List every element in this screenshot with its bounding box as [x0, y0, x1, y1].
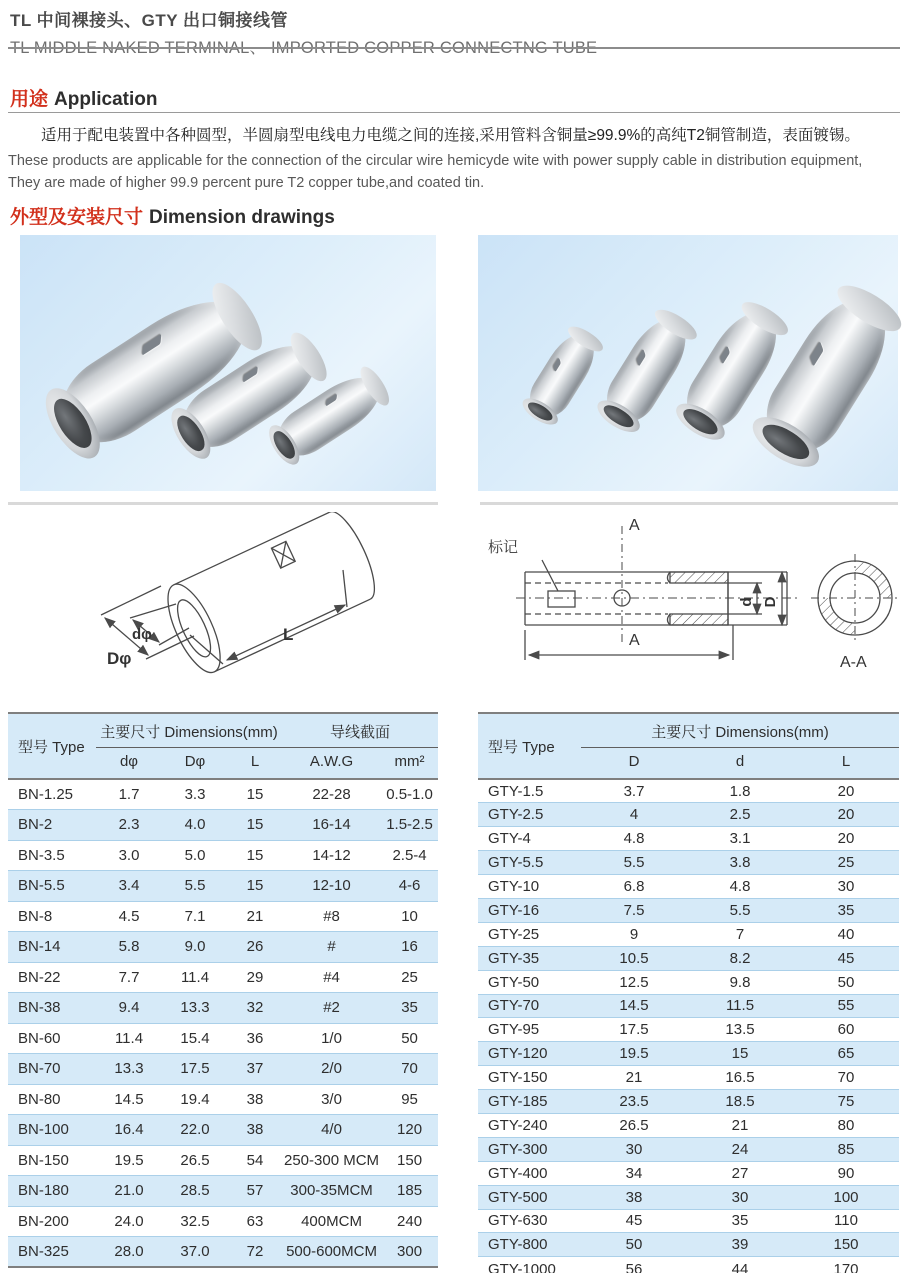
- table-cell: 15: [246, 846, 264, 864]
- table-row: [478, 1209, 899, 1233]
- table-row: [8, 901, 438, 932]
- table-cell: 3.3: [184, 786, 206, 803]
- gty-dimension-table: [478, 712, 899, 1273]
- table-cell: 28.5: [180, 1182, 210, 1200]
- table-row: [478, 803, 899, 827]
- table-cell: 75: [837, 1093, 855, 1111]
- table-cell: 38: [246, 1090, 264, 1108]
- table-cell: 1.7: [118, 786, 140, 803]
- table-cell: 44: [731, 1260, 749, 1273]
- table-cell: 85: [837, 1140, 855, 1158]
- product-photo-bn: [20, 235, 436, 491]
- photo-divider-right: [480, 502, 898, 505]
- table-cell-type: GTY-630: [488, 1212, 548, 1230]
- table-row: [8, 840, 438, 871]
- label-AA: A-A: [840, 654, 867, 671]
- table-cell: 55: [837, 997, 855, 1015]
- gty-group-dimensions: 主要尺寸 Dimensions(mm): [581, 713, 899, 748]
- table-row: [8, 1237, 438, 1268]
- table-cell: 32.5: [180, 1212, 210, 1230]
- gty-col-L: L: [793, 748, 899, 780]
- table-cell: 29: [246, 968, 264, 986]
- table-cell: 15: [246, 816, 264, 834]
- table-cell: 20: [837, 806, 855, 824]
- table-cell: 38: [625, 1188, 643, 1206]
- bn-col-mm2: mm²: [381, 748, 438, 780]
- table-cell: 11.4: [180, 968, 210, 986]
- label-d: d: [738, 597, 755, 607]
- table-cell-type: GTY-300: [488, 1140, 548, 1158]
- table-cell: 1.5-2.5: [386, 816, 433, 834]
- table-cell-type: GTY-800: [488, 1236, 548, 1254]
- table-row: [8, 871, 438, 902]
- table-cell: 13.3: [114, 1060, 144, 1078]
- application-body-en: These products are applicable for the connection of the circular wire hemicyde wite with power supply cable in distribution equipment, They are made of higher 99.9 percent pure T2 copper tube,and coated tin.: [8, 153, 863, 192]
- table-cell: 37: [246, 1060, 264, 1078]
- table-row: [478, 779, 899, 803]
- table-cell-type: BN-14: [18, 938, 61, 956]
- table-cell: 54: [246, 1151, 264, 1169]
- table-cell: 27: [731, 1164, 749, 1182]
- table-cell-type: GTY-10: [488, 878, 540, 895]
- table-row: [8, 1084, 438, 1115]
- table-cell: 5.8: [118, 938, 140, 956]
- table-row: [478, 994, 899, 1018]
- table-row: [478, 946, 899, 970]
- table-cell: 80: [837, 1116, 855, 1134]
- page-title: TL 中间裸接头、GTY 出口铜接线管: [10, 11, 289, 30]
- table-cell-type: GTY-35: [488, 949, 540, 967]
- table-cell: 16.4: [114, 1121, 144, 1139]
- table-cell: 18.5: [725, 1093, 755, 1111]
- table-row: [478, 1257, 899, 1273]
- table-cell-type: GTY-1.5: [488, 782, 544, 800]
- table-row: [478, 851, 899, 875]
- table-row: [8, 962, 438, 993]
- table-cell: 4.8: [729, 878, 751, 895]
- table-cell: 185: [397, 1182, 423, 1200]
- table-cell-type: BN-2: [18, 816, 53, 834]
- table-cell: 2.5-4: [392, 846, 427, 864]
- table-cell: 40: [837, 925, 855, 943]
- tube-photo-4: [751, 283, 905, 467]
- table-cell: 4.0: [184, 816, 206, 834]
- table-cell: 300: [397, 1243, 423, 1260]
- table-cell: 3.4: [118, 877, 140, 895]
- table-row: [8, 1115, 438, 1146]
- table-cell: 2.3: [118, 816, 140, 834]
- bn-dimension-table: [8, 712, 438, 1268]
- table-cell-type: BN-325: [18, 1243, 69, 1260]
- table-cell: 17.5: [180, 1060, 210, 1078]
- table-row: [8, 1176, 438, 1207]
- table-row: [478, 1233, 899, 1257]
- table-cell: 26.5: [180, 1151, 210, 1169]
- table-row: [8, 810, 438, 841]
- table-cell: 9.8: [729, 973, 751, 991]
- table-cell: 30: [837, 878, 855, 895]
- table-cell: 7.1: [184, 907, 206, 925]
- table-row: [478, 827, 899, 851]
- table-cell: 16: [401, 938, 418, 956]
- table-cell: 13.3: [180, 999, 210, 1017]
- bn-group-wire-section: 导线截面: [282, 713, 438, 748]
- gty-col-D: D: [581, 748, 687, 780]
- table-cell: 3.0: [118, 846, 140, 864]
- table-cell: 3.7: [623, 782, 645, 800]
- label-A-bottom: A: [629, 632, 640, 649]
- table-cell: 0.5-1.0: [386, 786, 433, 803]
- bn-col-L: L: [228, 748, 282, 780]
- table-cell: 3.1: [729, 830, 751, 848]
- table-cell: 7.5: [623, 901, 645, 919]
- dimension-heading: [10, 202, 335, 229]
- table-cell: 70: [401, 1060, 418, 1078]
- table-cell: 4.8: [623, 830, 645, 848]
- table-cell: 65: [837, 1045, 855, 1063]
- table-cell: 72: [246, 1243, 264, 1260]
- bn-col-d-phi: dφ: [96, 748, 162, 780]
- table-cell-type: GTY-1000: [488, 1260, 556, 1273]
- bn-col-type: 型号 Type: [8, 713, 96, 779]
- table-cell-type: GTY-50: [488, 973, 540, 991]
- table-cell: 50: [401, 1029, 418, 1047]
- table-cell: 150: [397, 1151, 423, 1169]
- table-cell: 9.4: [118, 999, 140, 1017]
- table-cell: 16.5: [725, 1069, 755, 1087]
- table-cell: 30: [731, 1188, 749, 1206]
- dimension-heading-en: Dimension drawings: [149, 207, 335, 228]
- table-cell-type: BN-8: [18, 907, 53, 925]
- header-divider: [8, 47, 900, 49]
- table-cell: 500-600MCM: [286, 1243, 377, 1260]
- table-cell: 32: [246, 999, 264, 1017]
- page-header: [10, 6, 900, 58]
- table-cell: #8: [323, 907, 340, 925]
- label-mark: 标记: [488, 539, 519, 556]
- table-row: [478, 898, 899, 922]
- label-A-top: A: [629, 517, 640, 534]
- table-row: [478, 1090, 899, 1114]
- table-cell: 35: [731, 1212, 749, 1230]
- table-cell: 28.0: [114, 1243, 144, 1260]
- table-cell: 7: [735, 925, 745, 943]
- table-cell: 21: [246, 907, 264, 925]
- table-cell-type: BN-150: [18, 1151, 69, 1169]
- label-D-phi: Dφ: [107, 649, 132, 668]
- table-cell: 150: [833, 1236, 859, 1254]
- table-cell: 45: [625, 1212, 643, 1230]
- table-cell-type: BN-22: [18, 968, 61, 986]
- table-cell: 35: [401, 999, 418, 1017]
- table-cell: 250-300 MCM: [284, 1151, 380, 1169]
- table-cell: 21.0: [114, 1182, 144, 1200]
- table-cell: 16-14: [312, 816, 351, 834]
- photo-divider-left: [8, 502, 438, 505]
- table-cell: 26.5: [619, 1116, 649, 1134]
- table-cell: #4: [323, 968, 340, 986]
- table-cell-type: GTY-70: [488, 997, 540, 1015]
- table-row: [478, 1185, 899, 1209]
- table-cell: 70: [837, 1069, 855, 1087]
- table-cell-type: BN-3.5: [18, 846, 65, 864]
- table-cell: 90: [837, 1164, 855, 1182]
- table-cell: 57: [246, 1182, 264, 1200]
- table-cell-type: BN-38: [18, 999, 61, 1017]
- bn-table-body: [8, 779, 438, 1267]
- table-cell-type: BN-70: [18, 1060, 61, 1078]
- table-cell: 4/0: [321, 1121, 342, 1139]
- bn-col-awg: A.W.G: [282, 748, 381, 780]
- table-row: [478, 1161, 899, 1185]
- table-cell: 12.5: [619, 973, 649, 991]
- table-cell-type: BN-80: [18, 1090, 61, 1108]
- table-cell: 95: [401, 1090, 418, 1108]
- table-cell: 20: [837, 782, 855, 800]
- table-cell-type: GTY-150: [488, 1069, 548, 1087]
- table-cell: 39: [731, 1236, 749, 1254]
- table-cell: 4: [629, 806, 639, 824]
- table-cell: 56: [625, 1260, 643, 1273]
- table-cell: 9.0: [184, 938, 206, 956]
- table-cell: 7.7: [118, 968, 140, 986]
- table-cell-type: GTY-16: [488, 901, 540, 919]
- table-cell: 14.5: [114, 1090, 144, 1108]
- table-cell: 25: [837, 854, 855, 872]
- application-heading-zh: 用途: [10, 89, 49, 110]
- table-cell: 23.5: [619, 1093, 649, 1111]
- table-cell: 15: [731, 1045, 749, 1063]
- table-cell: 63: [246, 1212, 264, 1230]
- table-cell: 120: [397, 1121, 423, 1139]
- table-cell: 2/0: [321, 1060, 342, 1078]
- table-row: [478, 1018, 899, 1042]
- table-cell: 5.5: [184, 877, 206, 895]
- table-cell-type: GTY-5.5: [488, 854, 544, 872]
- table-cell: 11.5: [725, 997, 755, 1015]
- table-cell-type: BN-100: [18, 1121, 69, 1139]
- application-heading-en: Application: [54, 89, 158, 110]
- table-row: [8, 932, 438, 963]
- table-cell: 21: [625, 1069, 643, 1087]
- label-L: L: [283, 625, 294, 644]
- table-cell: 10: [401, 907, 418, 925]
- table-cell: 26: [246, 938, 264, 956]
- table-cell: 5.5: [623, 854, 645, 872]
- application-body-zh: 适用于配电装置中各种圆型，半圆扇型电线电力电缆之间的连接,采用管料含铜量≥99.9%的高纯T2铜管制造，表面镀锡。: [41, 127, 860, 144]
- table-cell: 36: [246, 1029, 264, 1047]
- application-divider: [8, 112, 900, 113]
- table-cell: 19.4: [180, 1090, 210, 1108]
- table-cell: 9: [629, 925, 639, 943]
- table-cell-type: GTY-185: [488, 1093, 548, 1111]
- table-cell-type: GTY-120: [488, 1045, 548, 1063]
- table-cell-type: GTY-2.5: [488, 806, 544, 824]
- table-cell-type: GTY-240: [488, 1116, 548, 1134]
- table-cell: 22.0: [180, 1121, 210, 1139]
- section-dimension-drawing: [470, 510, 910, 702]
- table-cell: 1/0: [321, 1029, 342, 1047]
- table-row: [8, 779, 438, 810]
- table-cell: 15: [246, 877, 264, 895]
- application-heading: [10, 84, 157, 111]
- table-cell: 34: [625, 1164, 643, 1182]
- table-cell-type: BN-5.5: [18, 877, 65, 895]
- table-cell: 22-28: [312, 786, 351, 803]
- gty-table-body: [478, 779, 899, 1273]
- table-cell: 110: [834, 1212, 858, 1230]
- gty-col-d: d: [687, 748, 793, 780]
- tube-photo-1: [522, 325, 605, 424]
- table-cell: 11.4: [114, 1029, 144, 1047]
- bn-col-D-phi: Dφ: [162, 748, 228, 780]
- table-cell: 45: [837, 949, 855, 967]
- table-row: [478, 1042, 899, 1066]
- table-row: [8, 1206, 438, 1237]
- iso-dimension-drawing: [60, 512, 450, 702]
- table-cell-type: GTY-400: [488, 1164, 548, 1182]
- table-cell: 21: [731, 1116, 749, 1134]
- table-cell: 50: [625, 1236, 643, 1254]
- page-subtitle: TL MIDDLE NAKED TERMINAL、 IMPORTED COPPER CONNECTNG TUBE: [10, 39, 598, 57]
- table-row: [8, 1145, 438, 1176]
- product-photo-gty: [478, 235, 898, 491]
- table-cell: 24.0: [114, 1212, 144, 1230]
- table-cell: 24: [731, 1140, 749, 1158]
- table-row: [478, 922, 899, 946]
- table-cell: 14.5: [619, 997, 649, 1015]
- table-cell: 19.5: [619, 1045, 649, 1063]
- bn-table-header: [8, 713, 438, 779]
- table-cell: 30: [625, 1140, 643, 1158]
- table-row: [8, 1023, 438, 1054]
- table-cell: 17.5: [619, 1021, 649, 1039]
- table-row: [478, 1113, 899, 1137]
- table-row: [8, 1054, 438, 1085]
- table-cell: 4.5: [118, 907, 140, 925]
- table-cell: 5.0: [184, 846, 206, 864]
- gty-col-type: 型号 Type: [478, 713, 581, 779]
- table-cell-type: GTY-500: [488, 1188, 548, 1206]
- table-cell: 100: [833, 1188, 859, 1206]
- table-row: [8, 993, 438, 1024]
- table-cell-type: GTY-95: [488, 1021, 540, 1039]
- table-cell: 6.8: [623, 878, 645, 895]
- table-cell: 8.2: [729, 949, 751, 967]
- table-cell-type: BN-180: [18, 1182, 69, 1200]
- gty-table-header: [478, 713, 899, 779]
- label-D: D: [762, 596, 779, 608]
- table-row: [478, 1137, 899, 1161]
- table-cell: 10.5: [619, 949, 649, 967]
- label-d-phi: dφ: [132, 626, 152, 643]
- table-cell: 170: [833, 1260, 859, 1273]
- table-row: [478, 1066, 899, 1090]
- table-cell: 5.5: [729, 901, 751, 919]
- table-cell: 20: [837, 830, 855, 848]
- table-cell: #: [327, 938, 336, 956]
- table-cell: 12-10: [312, 877, 351, 895]
- table-cell: 2.5: [729, 806, 751, 824]
- table-cell: 3.8: [729, 854, 751, 872]
- table-cell: 240: [397, 1212, 423, 1230]
- dimension-heading-zh: 外型及安装尺寸: [10, 207, 144, 228]
- table-row: [478, 970, 899, 994]
- bn-group-dimensions: 主要尺寸 Dimensions(mm): [96, 713, 282, 748]
- table-row: [478, 875, 899, 899]
- table-cell-type: BN-200: [18, 1212, 69, 1230]
- table-cell: 60: [837, 1021, 855, 1039]
- table-cell: 3/0: [321, 1090, 342, 1108]
- table-cell: 25: [401, 968, 418, 986]
- table-cell: #2: [323, 999, 340, 1017]
- table-cell: 400MCM: [301, 1212, 362, 1230]
- table-cell: 4-6: [398, 877, 421, 895]
- table-cell-type: BN-60: [18, 1029, 61, 1047]
- table-cell: 50: [837, 973, 855, 991]
- table-cell: 1.8: [729, 782, 751, 800]
- table-cell: 15.4: [180, 1029, 210, 1047]
- table-cell: 13.5: [725, 1021, 755, 1039]
- table-cell: 19.5: [114, 1151, 144, 1169]
- table-cell: 37.0: [180, 1243, 210, 1260]
- table-cell-type: GTY-25: [488, 925, 540, 943]
- table-cell: 300-35MCM: [290, 1182, 373, 1200]
- table-cell: 38: [246, 1121, 264, 1139]
- table-cell: 35: [837, 901, 855, 919]
- table-cell-type: BN-1.25: [18, 786, 74, 803]
- table-cell-type: GTY-4: [488, 830, 531, 848]
- table-cell: 14-12: [312, 846, 351, 864]
- table-cell: 15: [246, 786, 264, 803]
